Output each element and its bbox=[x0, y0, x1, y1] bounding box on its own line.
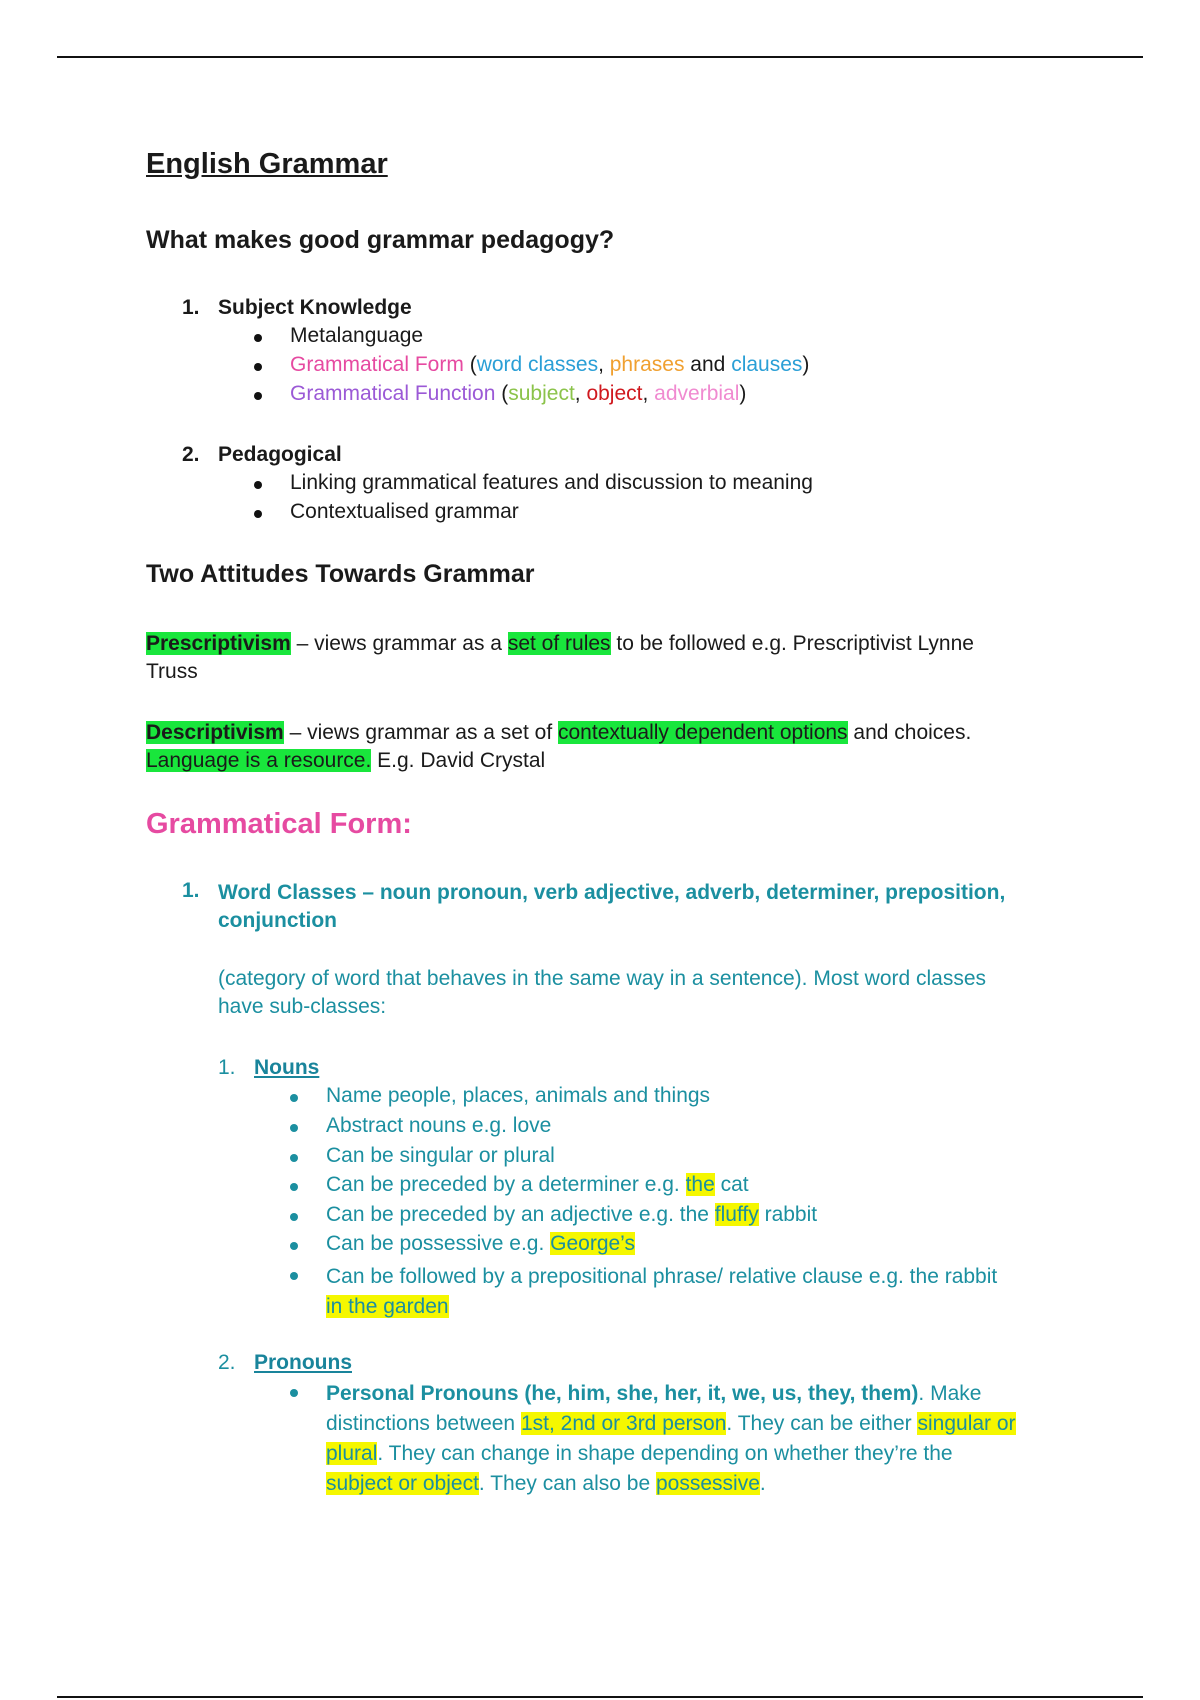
bullet-icon bbox=[254, 392, 262, 400]
nouns-item-6: Can be possessive e.g. George’s bbox=[326, 1232, 635, 1255]
paragraph-prescriptivism: Prescriptivism – views grammar as a set of rules to be followed e.g. Prescriptivist Lynne Truss bbox=[146, 632, 974, 683]
bullet-icon bbox=[290, 1094, 298, 1102]
document-title: English Grammar bbox=[146, 148, 388, 180]
bullet-icon bbox=[254, 363, 262, 371]
word-classes-heading: Word Classes – noun pronoun, verb adjective, adverb, determiner, preposition, conjunction bbox=[218, 881, 1006, 932]
bullet-icon bbox=[290, 1389, 298, 1397]
list-item-metalanguage: Metalanguage bbox=[290, 324, 424, 347]
bullet-icon bbox=[290, 1154, 298, 1162]
list-number-pronouns: 2. bbox=[218, 1351, 236, 1374]
section-heading-attitudes: Two Attitudes Towards Grammar bbox=[146, 560, 535, 588]
pronouns-item-1: Personal Pronouns (he, him, she, her, it, we, us, they, them). Make distinctions between 1st, 2nd or 3rd person. They can be either singular or plural. They can change in shape depending on whether they’re the subject or object. They can also be possessive. bbox=[326, 1382, 1016, 1495]
list-item-pedagogical: Pedagogical bbox=[218, 443, 342, 466]
list-number-nouns: 1. bbox=[218, 1056, 236, 1079]
section-heading-pedagogy: What makes good grammar pedagogy? bbox=[146, 226, 615, 254]
list-item-linking: Linking grammatical features and discussion to meaning bbox=[290, 471, 813, 494]
bullet-icon bbox=[290, 1124, 298, 1132]
list-item-contextualised: Contextualised grammar bbox=[290, 500, 519, 523]
bullet-icon bbox=[290, 1183, 298, 1191]
subheading-pronouns: Pronouns bbox=[254, 1351, 352, 1374]
section-heading-grammatical-form: Grammatical Form: bbox=[146, 808, 412, 840]
subheading-nouns: Nouns bbox=[254, 1056, 320, 1079]
bullet-icon bbox=[290, 1213, 298, 1221]
list-item-grammatical-form: Grammatical Form (word classes, phrases and clauses) bbox=[290, 353, 810, 376]
nouns-item-4: Can be preceded by a determiner e.g. the cat bbox=[326, 1173, 749, 1196]
nouns-item-5: Can be preceded by an adjective e.g. the fluffy rabbit bbox=[326, 1203, 818, 1226]
list-item-grammatical-function: Grammatical Function (subject, object, adverbial) bbox=[290, 382, 747, 405]
nouns-item-7: Can be followed by a prepositional phrase/ relative clause e.g. the rabbit in the garden bbox=[326, 1265, 998, 1318]
nouns-item-2: Abstract nouns e.g. love bbox=[326, 1114, 552, 1137]
list-number-word-classes: 1. bbox=[182, 879, 200, 902]
bottom-rule bbox=[57, 1696, 1143, 1698]
bullet-icon bbox=[254, 334, 262, 342]
list-number-2: 2. bbox=[182, 443, 200, 466]
word-classes-description: (category of word that behaves in the same way in a sentence). Most word classes have sub-classes: bbox=[218, 967, 987, 1018]
list-number-1: 1. bbox=[182, 296, 200, 319]
nouns-item-3: Can be singular or plural bbox=[326, 1144, 555, 1167]
bullet-icon bbox=[254, 510, 262, 518]
bullet-icon bbox=[254, 481, 262, 489]
bullet-icon bbox=[290, 1272, 298, 1280]
nouns-item-1: Name people, places, animals and things bbox=[326, 1084, 711, 1107]
top-rule bbox=[57, 56, 1143, 58]
bullet-icon bbox=[290, 1242, 298, 1250]
list-item-subject-knowledge: Subject Knowledge bbox=[218, 296, 412, 319]
paragraph-descriptivism: Descriptivism – views grammar as a set of contextually dependent options and choices. Language is a resource. E.g. David Crystal bbox=[146, 721, 972, 772]
